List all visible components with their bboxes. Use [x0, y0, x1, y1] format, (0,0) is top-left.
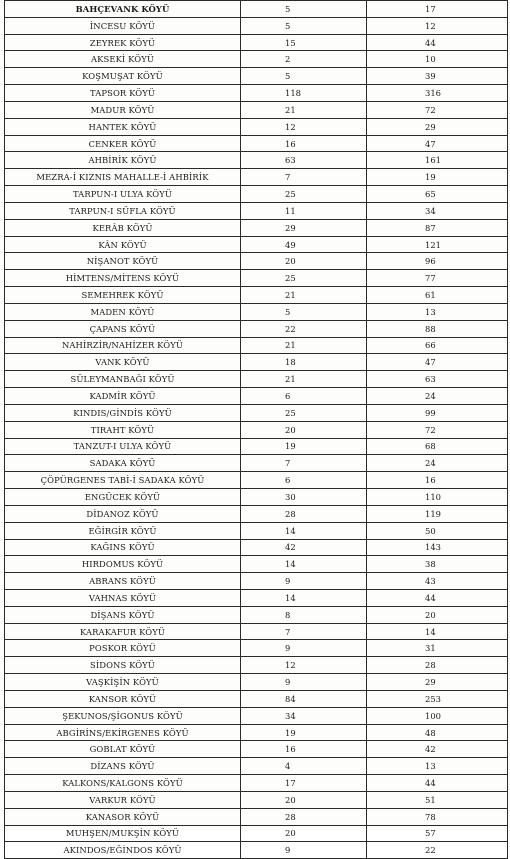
count-a-cell: 11	[241, 202, 367, 219]
table-row	[5, 169, 508, 186]
count-a-cell: 15	[241, 34, 367, 51]
table-row	[5, 404, 508, 421]
village-name-cell: EĞİRGİR KÖYÜ	[5, 522, 241, 539]
count-b-cell: 61	[367, 287, 508, 304]
count-a-cell: 9	[241, 573, 367, 590]
count-b-cell: 96	[367, 253, 508, 270]
count-a-cell: 21	[241, 371, 367, 388]
count-a-cell: 14	[241, 522, 367, 539]
table-row	[5, 388, 508, 405]
table-row	[5, 152, 508, 169]
count-b-cell: 44	[367, 34, 508, 51]
table-row	[5, 438, 508, 455]
count-a-cell: 9	[241, 640, 367, 657]
count-a-cell: 7	[241, 455, 367, 472]
count-a-cell: 28	[241, 808, 367, 825]
village-name-cell: AHBİRİK KÖYÜ	[5, 152, 241, 169]
village-name-cell: KALKONS/KALGONS KÖYÜ	[5, 775, 241, 792]
count-a-cell: 5	[241, 303, 367, 320]
table-row	[5, 371, 508, 388]
count-a-cell: 28	[241, 505, 367, 522]
count-a-cell: 6	[241, 388, 367, 405]
count-b-cell: 88	[367, 320, 508, 337]
count-a-cell: 18	[241, 354, 367, 371]
table-row	[5, 421, 508, 438]
village-name-cell: MADEN KÖYÜ	[5, 303, 241, 320]
count-a-cell: 49	[241, 236, 367, 253]
table-row	[5, 489, 508, 506]
village-name-cell: NAHİRZİR/NAHİZER KÖYÜ	[5, 337, 241, 354]
table-row	[5, 186, 508, 203]
table-row	[5, 724, 508, 741]
village-name-cell: ZEYREK KÖYÜ	[5, 34, 241, 51]
village-name-cell: HİMTENS/MİTENS KÖYÜ	[5, 270, 241, 287]
count-a-cell: 21	[241, 287, 367, 304]
count-b-cell: 39	[367, 68, 508, 85]
village-name-cell: TARPUN-I SÜFLA KÖYÜ	[5, 202, 241, 219]
village-name-cell: DİDANOZ KÖYÜ	[5, 505, 241, 522]
table-row	[5, 674, 508, 691]
village-name-cell: KÂN KÖYÜ	[5, 236, 241, 253]
count-a-cell: 9	[241, 674, 367, 691]
count-a-cell: 16	[241, 135, 367, 152]
count-b-cell: 17	[367, 1, 508, 18]
count-a-cell: 5	[241, 17, 367, 34]
village-name-cell: KADMİR KÖYÜ	[5, 388, 241, 405]
count-b-cell: 38	[367, 556, 508, 573]
village-name-cell: AKINDOS/EĞİNDOS KÖYÜ	[5, 842, 241, 859]
village-name-cell: POSKOR KÖYÜ	[5, 640, 241, 657]
village-name-cell: KANASOR KÖYÜ	[5, 808, 241, 825]
table-row	[5, 842, 508, 859]
table-row	[5, 522, 508, 539]
count-b-cell: 28	[367, 657, 508, 674]
table-row	[5, 85, 508, 102]
count-a-cell: 19	[241, 438, 367, 455]
village-name-cell: ENGÜCEK KÖYÜ	[5, 489, 241, 506]
count-a-cell: 22	[241, 320, 367, 337]
table-row	[5, 791, 508, 808]
village-name-cell: ÇAPANS KÖYÜ	[5, 320, 241, 337]
village-name-cell: TANZUT-I ULYA KÖYÜ	[5, 438, 241, 455]
table-row	[5, 556, 508, 573]
village-name-cell: AKSEKİ KÖYÜ	[5, 51, 241, 68]
count-a-cell: 7	[241, 169, 367, 186]
count-b-cell: 119	[367, 505, 508, 522]
village-name-cell: ABRANS KÖYÜ	[5, 573, 241, 590]
count-b-cell: 16	[367, 472, 508, 489]
count-b-cell: 316	[367, 85, 508, 102]
count-a-cell: 84	[241, 690, 367, 707]
table-row	[5, 758, 508, 775]
count-a-cell: 7	[241, 623, 367, 640]
count-b-cell: 68	[367, 438, 508, 455]
table-row	[5, 825, 508, 842]
count-a-cell: 12	[241, 118, 367, 135]
count-a-cell: 6	[241, 472, 367, 489]
table-row	[5, 623, 508, 640]
village-name-cell: BAHÇEVANK KÖYÜ	[5, 1, 241, 18]
count-b-cell: 42	[367, 741, 508, 758]
count-b-cell: 13	[367, 758, 508, 775]
village-name-cell: KANSOR KÖYÜ	[5, 690, 241, 707]
count-b-cell: 47	[367, 354, 508, 371]
count-a-cell: 29	[241, 219, 367, 236]
count-b-cell: 48	[367, 724, 508, 741]
count-a-cell: 5	[241, 68, 367, 85]
count-a-cell: 19	[241, 724, 367, 741]
village-name-cell: ABGİRİNS/EKİRGENES KÖYÜ	[5, 724, 241, 741]
count-b-cell: 253	[367, 690, 508, 707]
count-a-cell: 20	[241, 791, 367, 808]
table-row	[5, 354, 508, 371]
village-name-cell: DİZANS KÖYÜ	[5, 758, 241, 775]
count-b-cell: 78	[367, 808, 508, 825]
count-a-cell: 5	[241, 1, 367, 18]
count-b-cell: 110	[367, 489, 508, 506]
table-row	[5, 573, 508, 590]
village-name-cell: KINDIS/GİNDİS KÖYÜ	[5, 404, 241, 421]
count-a-cell: 8	[241, 606, 367, 623]
count-b-cell: 99	[367, 404, 508, 421]
table-row	[5, 640, 508, 657]
table-row	[5, 202, 508, 219]
count-b-cell: 57	[367, 825, 508, 842]
village-name-cell: HANTEK KÖYÜ	[5, 118, 241, 135]
table-row	[5, 320, 508, 337]
village-name-cell: VARKUR KÖYÜ	[5, 791, 241, 808]
count-b-cell: 24	[367, 455, 508, 472]
count-b-cell: 66	[367, 337, 508, 354]
village-name-cell: SÜLEYMANBAĞI KÖYÜ	[5, 371, 241, 388]
table-row	[5, 539, 508, 556]
count-b-cell: 87	[367, 219, 508, 236]
village-name-cell: KARAKAFUR KÖYÜ	[5, 623, 241, 640]
count-a-cell: 118	[241, 85, 367, 102]
table-row	[5, 17, 508, 34]
count-b-cell: 51	[367, 791, 508, 808]
count-a-cell: 42	[241, 539, 367, 556]
village-name-cell: ŞEKUNOS/ŞİGONUS KÖYÜ	[5, 707, 241, 724]
count-a-cell: 30	[241, 489, 367, 506]
village-table	[4, 0, 508, 859]
table-row	[5, 219, 508, 236]
village-name-cell: MADUR KÖYÜ	[5, 101, 241, 118]
village-name-cell: SEMEHREK KÖYÜ	[5, 287, 241, 304]
count-a-cell: 21	[241, 101, 367, 118]
table-row	[5, 1, 508, 18]
table-row	[5, 68, 508, 85]
table-row	[5, 775, 508, 792]
count-b-cell: 100	[367, 707, 508, 724]
table-row	[5, 51, 508, 68]
village-name-cell: CENKER KÖYÜ	[5, 135, 241, 152]
village-name-cell: TAPSOR KÖYÜ	[5, 85, 241, 102]
village-name-cell: GOBLAT KÖYÜ	[5, 741, 241, 758]
count-b-cell: 44	[367, 775, 508, 792]
table-row	[5, 589, 508, 606]
table-row	[5, 34, 508, 51]
count-a-cell: 9	[241, 842, 367, 859]
village-name-cell: ÇÖPÜRGENES TABİ-İ SADAKA KÖYÜ	[5, 472, 241, 489]
count-a-cell: 14	[241, 556, 367, 573]
count-b-cell: 121	[367, 236, 508, 253]
count-b-cell: 43	[367, 573, 508, 590]
count-b-cell: 14	[367, 623, 508, 640]
village-name-cell: İNCESU KÖYÜ	[5, 17, 241, 34]
count-b-cell: 143	[367, 539, 508, 556]
count-b-cell: 161	[367, 152, 508, 169]
count-b-cell: 24	[367, 388, 508, 405]
village-name-cell: TARPUN-I ULYA KÖYÜ	[5, 186, 241, 203]
count-a-cell: 4	[241, 758, 367, 775]
village-name-cell: VANK KÖYÜ	[5, 354, 241, 371]
village-name-cell: KAĞINS KÖYÜ	[5, 539, 241, 556]
count-b-cell: 44	[367, 589, 508, 606]
table-row	[5, 337, 508, 354]
count-b-cell: 63	[367, 371, 508, 388]
count-a-cell: 2	[241, 51, 367, 68]
count-b-cell: 10	[367, 51, 508, 68]
table-row	[5, 135, 508, 152]
village-name-cell: DİŞANS KÖYÜ	[5, 606, 241, 623]
table-row	[5, 690, 508, 707]
count-a-cell: 20	[241, 825, 367, 842]
count-a-cell: 63	[241, 152, 367, 169]
table-row	[5, 118, 508, 135]
count-b-cell: 47	[367, 135, 508, 152]
count-b-cell: 20	[367, 606, 508, 623]
village-name-cell: KERÂB KÖYÜ	[5, 219, 241, 236]
count-b-cell: 50	[367, 522, 508, 539]
table-row	[5, 270, 508, 287]
count-a-cell: 34	[241, 707, 367, 724]
village-name-cell: SADAKA KÖYÜ	[5, 455, 241, 472]
table-row	[5, 472, 508, 489]
count-a-cell: 17	[241, 775, 367, 792]
table-row	[5, 606, 508, 623]
count-b-cell: 77	[367, 270, 508, 287]
count-a-cell: 20	[241, 421, 367, 438]
village-name-cell: TIRAHT KÖYÜ	[5, 421, 241, 438]
count-b-cell: 31	[367, 640, 508, 657]
count-a-cell: 16	[241, 741, 367, 758]
count-a-cell: 12	[241, 657, 367, 674]
count-b-cell: 12	[367, 17, 508, 34]
count-b-cell: 19	[367, 169, 508, 186]
village-name-cell: MEZRA-İ KIZNIS MAHALLE-İ AHBİRİK	[5, 169, 241, 186]
village-name-cell: MUHŞEN/MUKŞİN KÖYÜ	[5, 825, 241, 842]
count-a-cell: 25	[241, 270, 367, 287]
village-name-cell: VAŞKİŞİN KÖYÜ	[5, 674, 241, 691]
village-name-cell: SİDONS KÖYÜ	[5, 657, 241, 674]
count-b-cell: 72	[367, 101, 508, 118]
count-b-cell: 65	[367, 186, 508, 203]
count-a-cell: 25	[241, 186, 367, 203]
table-row	[5, 741, 508, 758]
count-a-cell: 21	[241, 337, 367, 354]
table-row	[5, 707, 508, 724]
count-a-cell: 14	[241, 589, 367, 606]
village-name-cell: VAHNAS KÖYÜ	[5, 589, 241, 606]
count-b-cell: 22	[367, 842, 508, 859]
count-b-cell: 13	[367, 303, 508, 320]
table-row	[5, 253, 508, 270]
count-b-cell: 34	[367, 202, 508, 219]
village-name-cell: KOŞMUŞAT KÖYÜ	[5, 68, 241, 85]
table-row	[5, 455, 508, 472]
count-b-cell: 29	[367, 674, 508, 691]
count-b-cell: 29	[367, 118, 508, 135]
table-row	[5, 236, 508, 253]
count-b-cell: 72	[367, 421, 508, 438]
village-name-cell: HIRDOMUS KÖYÜ	[5, 556, 241, 573]
table-row	[5, 657, 508, 674]
village-table-body	[5, 1, 508, 859]
table-row	[5, 808, 508, 825]
table-row	[5, 287, 508, 304]
table-row	[5, 101, 508, 118]
table-row	[5, 505, 508, 522]
count-a-cell: 25	[241, 404, 367, 421]
table-row	[5, 303, 508, 320]
count-a-cell: 20	[241, 253, 367, 270]
village-name-cell: NİŞANOT KÖYÜ	[5, 253, 241, 270]
